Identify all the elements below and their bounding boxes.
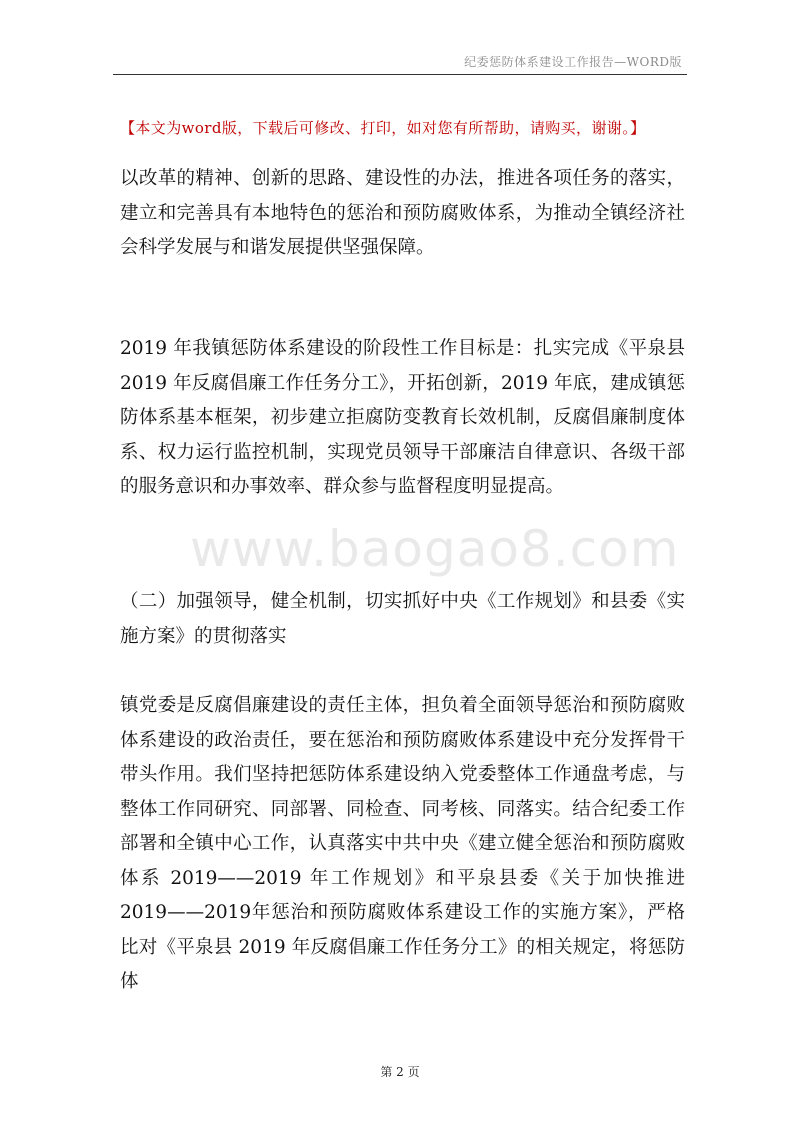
- document-header-title: 纪委惩防体系建设工作报告—WORD版: [464, 55, 682, 69]
- watermark: www.baogao8.com: [190, 520, 680, 578]
- paragraph-intro: 以改革的精神、创新的思路、建设性的办法，推进各项任务的落实，建立和完善具有本地特色的惩治和预防腐败体系，为推动全镇经济社会科学发展与和谐发展提供坚强保障。: [120, 168, 685, 258]
- paragraph-goals: 2019 年我镇惩防体系建设的阶段性工作目标是：扎实完成《平泉县 2019 年反腐倡廉工作任务分工》，开拓创新，2019 年底，建成镇惩防体系基本框架，初步建立拒腐防变教育长效机制，反腐倡廉制度体系、权力运行监控机制，实现党员领导干部廉洁自律意识、各级干部的服务意识和办事效率、群众参与监督程度明显提高。: [120, 338, 685, 497]
- header-divider: [113, 74, 687, 75]
- purchase-notice: 【本文为word版，下载后可修改、打印，如对您有所帮助，请购买，谢谢。】: [120, 119, 646, 137]
- page-number: 第 2 页: [380, 1065, 420, 1079]
- section-heading: （二）加强领导，健全机制，切实抓好中央《工作规划》和县委《实施方案》的贯彻落实: [120, 591, 685, 647]
- paragraph-leadership: 镇党委是反腐倡廉建设的责任主体，担负着全面领导惩治和预防腐败体系建设的政治责任，要在惩治和预防腐败体系建设中充分发挥骨干带头作用。我们坚持把惩防体系建设纳入党委整体工作通盘考虑，与整体工作同研究、同部署、同检查、同考核、同落实。结合纪委工作部署和全镇中心工作，认真落实中共中央《建立健全惩治和预防腐败体系 2019——2019 年工作规划》和平泉县委《关于加快推进 2019——2019年惩治和预防腐败体系建设工作的实施方案》，严格比对《平泉县 2019 年反腐倡廉工作任务分工》的相关规定，将惩防体: [120, 695, 685, 992]
